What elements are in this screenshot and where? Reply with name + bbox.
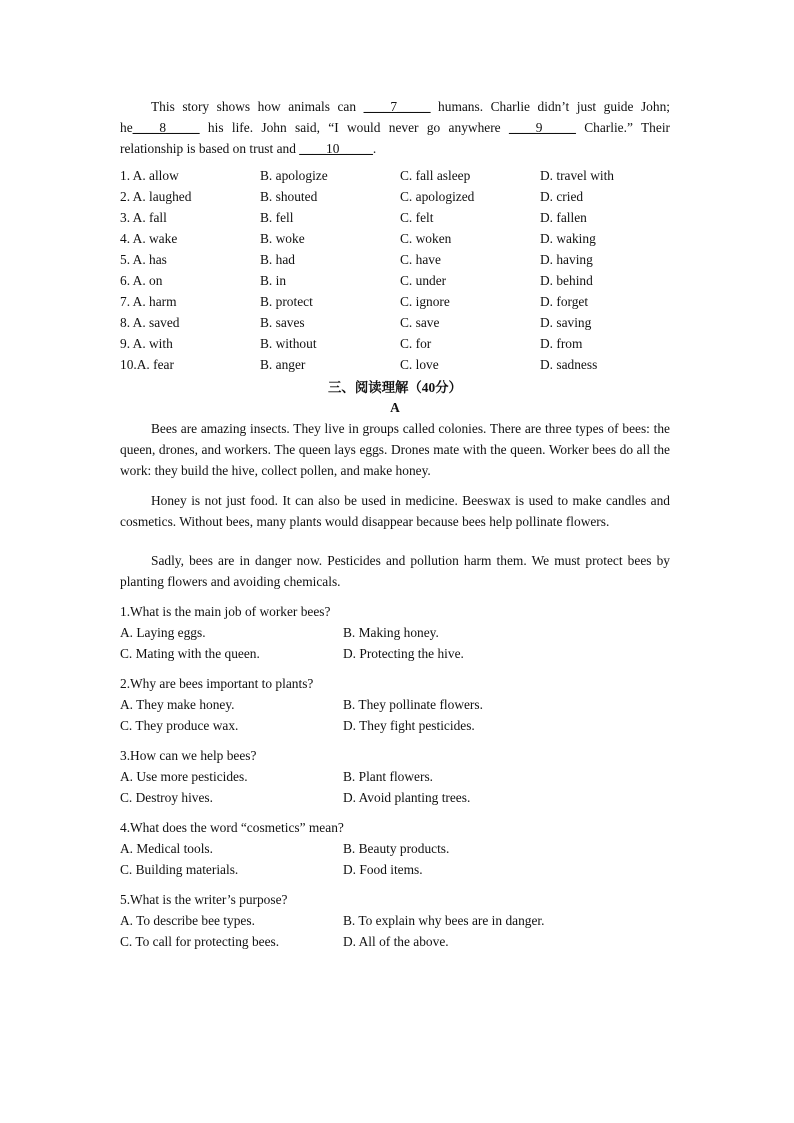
answer-c: C. To call for protecting bees. [120,934,280,949]
option-row [120,228,670,249]
option-a: 2. A. laughed [120,189,192,204]
cloze-passage [120,96,670,159]
answer-row [120,766,670,787]
option-c: C. fall asleep [400,168,471,183]
option-c: C. have [400,252,441,267]
cloze-text: his life. John said, “I would never go anywhere [199,120,509,135]
question [120,889,670,952]
answer-a: A. They make honey. [120,697,235,712]
answer-a: A. Medical tools. [120,841,213,856]
option-b: B. without [260,336,317,351]
option-a: 9. A. with [120,336,173,351]
reading-paragraph: Bees are amazing insects. They live in groups called colonies. There are three types of bees: the queen, drones, and workers. The queen lays eggs. Drones mate with the queen. Worker bees do all the work: they build the hive, collect pollen, and make honey. [120,421,670,478]
option-row [120,270,670,291]
option-d: D. cried [540,189,584,204]
answer-a: A. Laying eggs. [120,625,206,640]
option-row [120,333,670,354]
answer-b: B. Making honey. [343,625,439,640]
option-c: C. love [400,357,439,372]
option-c: C. ignore [400,294,450,309]
option-b: B. saves [260,315,305,330]
option-c: C. for [400,336,432,351]
question [120,817,670,880]
option-d: D. fallen [540,210,587,225]
blank-8: ____8_____ [132,120,200,135]
cloze-text: humans. Charlie didn’t just guide John; he [120,99,670,135]
option-row [120,354,670,375]
answer-row [120,931,670,952]
option-b: B. protect [260,294,313,309]
option-c: C. apologized [400,189,475,204]
answer-row [120,838,670,859]
option-row [120,291,670,312]
reading-paragraph: Honey is not just food. It can also be used in medicine. Beeswax is used to make candles and cosmetics. Without bees, many plants would disappear because bees help pollinate flowers. [120,493,670,529]
option-b: B. fell [260,210,294,225]
answer-row [120,787,670,808]
answer-d: D. Food items. [343,862,423,877]
option-row [120,186,670,207]
section-title: 三、阅读理解（40分） [328,380,462,395]
question-stem: 1.What is the main job of worker bees? [120,604,331,619]
option-b: B. apologize [260,168,328,183]
option-d: D. saving [540,315,592,330]
question-stem: 5.What is the writer’s purpose? [120,892,288,907]
cloze-text: Charlie.” Their relationship is based on trust and [120,120,671,156]
option-b: B. woke [260,231,305,246]
reading-paragraph: Sadly, bees are in danger now. Pesticides and pollution harm them. We must protect bees by planting flowers and avoiding chemicals. [120,553,670,589]
part-title: A [390,400,400,415]
answer-b: B. Beauty products. [343,841,450,856]
option-a: 7. A. harm [120,294,177,309]
option-a: 5. A. has [120,252,167,267]
option-d: D. behind [540,273,593,288]
option-d: D. having [540,252,593,267]
blank-7: ____7_____ [363,99,431,114]
option-d: D. waking [540,231,596,246]
answer-c: C. Destroy hives. [120,790,213,805]
answer-row [120,643,670,664]
option-row [120,165,670,186]
question-stem: 2.Why are bees important to plants? [120,676,314,691]
option-d: D. forget [540,294,589,309]
answer-b: B. Plant flowers. [343,769,434,784]
blank-9: ____9_____ [508,120,576,135]
answer-row [120,622,670,643]
answer-a: A. To describe bee types. [120,913,255,928]
answer-c: C. They produce wax. [120,718,239,733]
question-stem: 4.What does the word “cosmetics” mean? [120,820,344,835]
answer-b: B. To explain why bees are in danger. [343,913,545,928]
option-a: 6. A. on [120,273,163,288]
question [120,673,670,736]
option-a: 3. A. fall [120,210,167,225]
cloze-text: This story shows how animals can [151,99,364,114]
option-b: B. anger [260,357,306,372]
cloze-options [120,165,670,375]
answer-a: A. Use more pesticides. [120,769,248,784]
option-b: B. shouted [260,189,318,204]
answer-row [120,694,670,715]
option-c: C. under [400,273,447,288]
option-a: 10.A. fear [120,357,174,372]
option-a: 8. A. saved [120,315,180,330]
question [120,745,670,808]
option-row [120,207,670,228]
answer-row [120,910,670,931]
option-c: C. felt [400,210,434,225]
option-d: D. travel with [540,168,615,183]
option-c: C. woken [400,231,452,246]
option-b: B. in [260,273,287,288]
answer-row [120,859,670,880]
question [120,601,670,664]
option-b: B. had [260,252,295,267]
answer-c: C. Mating with the queen. [120,646,260,661]
option-c: C. save [400,315,440,330]
option-row [120,249,670,270]
option-a: 4. A. wake [120,231,178,246]
answer-c: C. Building materials. [120,862,239,877]
answer-d: D. All of the above. [343,934,449,949]
answer-d: D. Protecting the hive. [343,646,464,661]
option-d: D. from [540,336,583,351]
cloze-text: . [372,141,377,156]
option-d: D. sadness [540,357,598,372]
answer-b: B. They pollinate flowers. [343,697,483,712]
option-row [120,312,670,333]
question-stem: 3.How can we help bees? [120,748,257,763]
answer-d: D. They fight pesticides. [343,718,475,733]
answer-d: D. Avoid planting trees. [343,790,471,805]
document-page [120,96,670,952]
option-a: 1. A. allow [120,168,179,183]
answer-row [120,715,670,736]
blank-10: ____10_____ [299,141,373,156]
